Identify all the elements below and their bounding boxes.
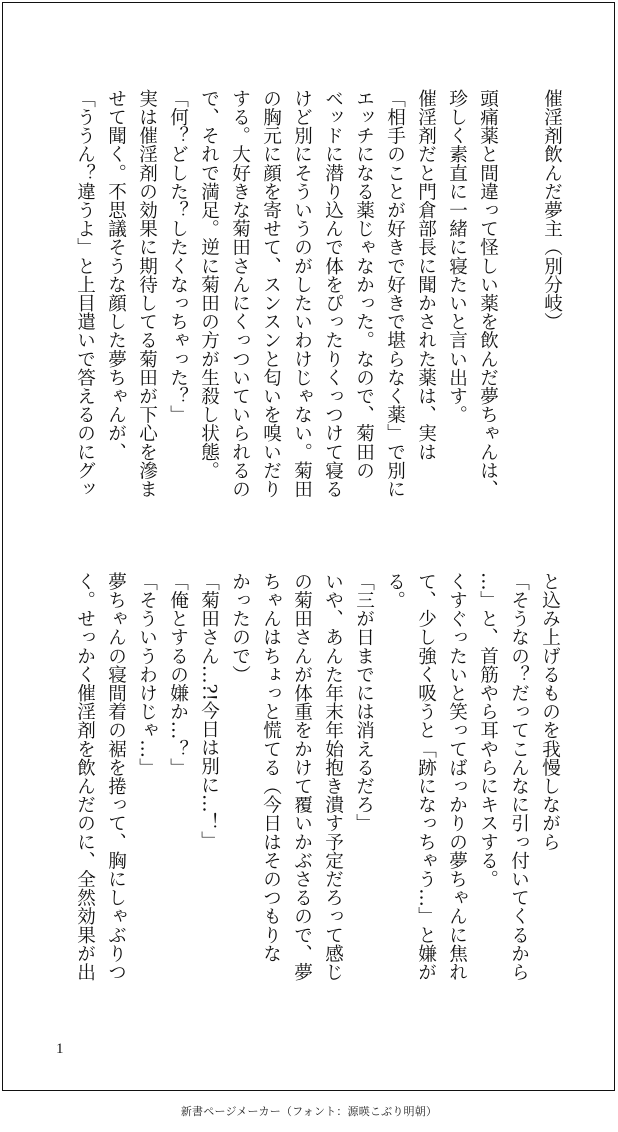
page-frame — [2, 2, 615, 1091]
body-line: エッチになる薬じゃなかった。なので、菊田の — [353, 89, 375, 480]
body-line: 「俺とするの嫌か…？」 — [167, 572, 189, 777]
body-line: けど別にそういうのがしたいわけじゃない。菊田 — [291, 89, 313, 499]
body-line: る。 — [384, 572, 406, 610]
body-line: 「何？どした？したくなっちゃった？」 — [167, 89, 189, 424]
body-line: 実は催淫剤の効果に期待してる菊田が下心を滲ま — [136, 89, 158, 499]
body-line: 「そうなの？だってこんなに引っ付いてくるから — [508, 572, 530, 982]
body-line: 催淫剤だと門倉部長に聞かされた薬は、実は — [415, 89, 437, 461]
body-line: いや、あんた年末年始抱き潰す予定だろって感じ — [322, 572, 344, 982]
body-line: 「相手のことが好きで好きで堪らなく薬」で別に — [384, 89, 406, 499]
body-line: 夢ちゃんの寝間着の裾を捲って、胸にしゃぶりつ — [105, 572, 127, 982]
body-line: 頭痛薬と間違って怪しい薬を飲んだ夢ちゃんは、 — [477, 89, 499, 499]
body-line: ベッドに潜り込んで体をぴったりくっつけて寝る — [322, 89, 344, 499]
body-line: せて聞く。不思議そうな顔した夢ちゃんが、 — [105, 89, 127, 461]
body-line: する。大好きな菊田さんにくっついていられるの — [229, 89, 251, 499]
page-number: 1 — [56, 1041, 64, 1057]
body-line: 「そういうわけじゃ…」 — [136, 572, 158, 777]
body-line: …」と、首筋やら耳やらにキスする。 — [477, 572, 499, 889]
body-line: 「ううん？違うよ」と上目遣いで答えるのにグッ — [74, 89, 96, 499]
body-line: かったので） — [229, 572, 251, 684]
body-line: くすぐったいと笑ってばっかりの夢ちゃんに焦れ — [446, 572, 468, 982]
body-line: て、少し強く吸うと「跡になっちゃう…」と嫌が — [415, 572, 437, 982]
body-line: と込み上げるものを我慢しながら — [539, 572, 561, 851]
body-line: の菊田さんが体重をかけて覆いかぶさるので、夢 — [291, 572, 313, 982]
body-line: く。せっかく催淫剤を飲んだのに、全然効果が出 — [74, 572, 96, 982]
footer-credit: 新書ページメーカー（フォント：源暎こぶり明朝） — [180, 1105, 438, 1118]
body-line: ちゃんはちょっと慌てる（今日はそのつもりな — [260, 572, 282, 963]
body-line: の胸元に顔を寄せて、スンスンと匂いを嗅いだり — [260, 89, 282, 499]
body-line: 珍しく素直に一緒に寝たいと言い出す。 — [446, 89, 468, 424]
body-line: 「菊田さん…?!今日は別に…！」 — [198, 572, 220, 850]
document-title: 催淫剤飲んだ夢主（別分岐） — [541, 89, 563, 331]
body-line: 「三が日までには消えるだろ」 — [353, 572, 375, 833]
body-line: で、それで満足。逆に菊田の方が生殺し状態。 — [198, 89, 220, 480]
